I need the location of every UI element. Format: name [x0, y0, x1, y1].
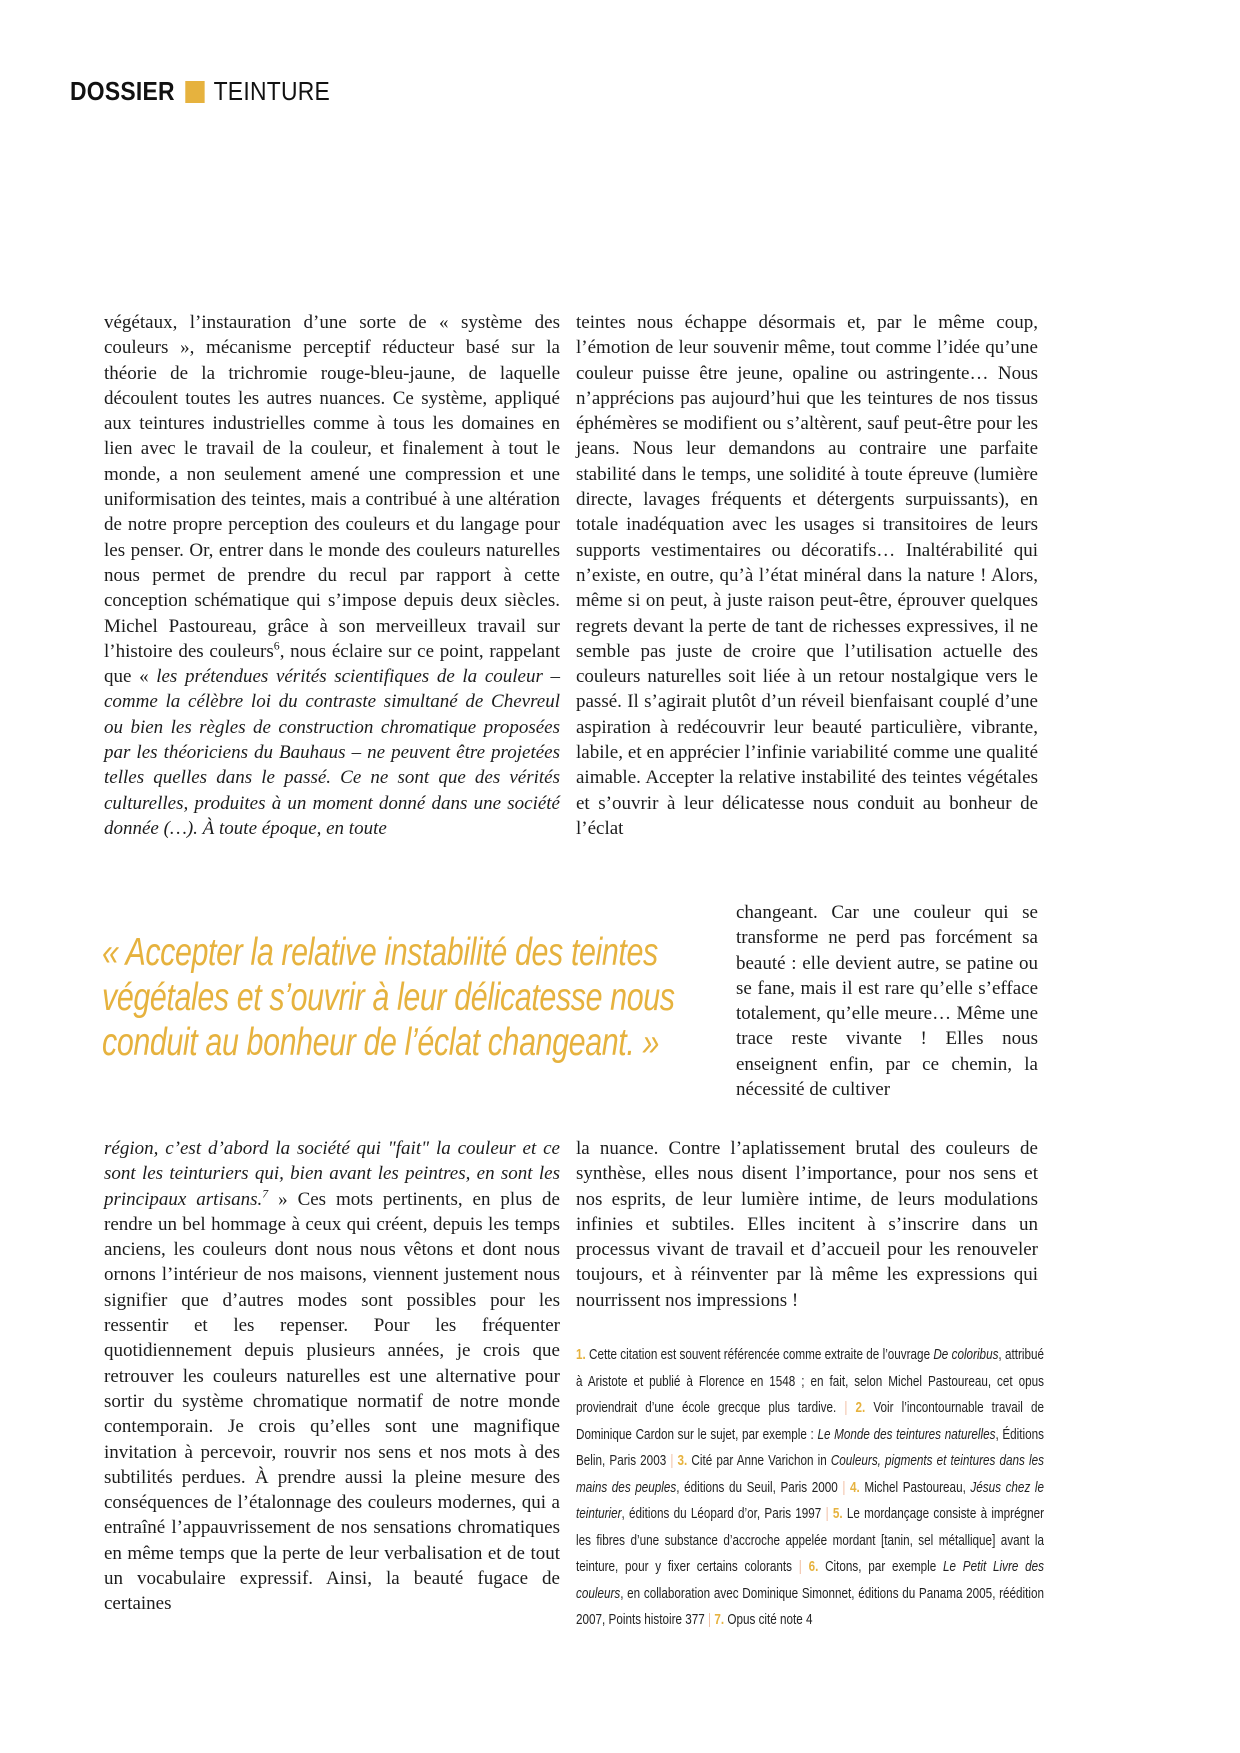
kicker-section-label: TEINTURE	[213, 76, 331, 106]
section-marker-square-icon	[185, 81, 204, 103]
body-text-right-upper: teintes nous échappe désormais et, par le même coup, l’émotion de leur souvenir même, tout comme l’idée qu’une couleur puisse être jeune, opaline ou astringente… Nous n’apprécions pas aujourd’hui que les teintures de nos tissus éphémères se modifient ou s’altèrent, sauf peut-être pour les jeans. Nous leur demandons au contraire une parfaite stabilité dans le temps, une solidité à toute épreuve (lumière directe, lavages fréquents et détergents surpuissants), en totale inadéquation avec les usages si transitoires de leurs supports vestimentaires ou décoratifs… Inaltérabilité qui n’existe, en outre, qu’à l’état minéral dans la nature ! Alors, même si on peut, à juste raison peut-être, éprouver quelques regrets devant la perte de tant de richesses expressives, il ne semble pas juste de croire que l’utilisation actuelle des couleurs naturelles soit liée à un retour nostalgique vers le passé. Il s’agirait plutôt d’un réveil bienfaisant couplé d’une aspiration à redécouvrir leur beauté particulière, vibrante, labile, et en apprécier l’infinie variabilité comme une qualité aimable. Accepter la relative instabilité des teintes végétales et s’ouvrir à leur délicatesse nous conduit au bonheur de l’éclat	[576, 312, 1038, 839]
pull-quote-line: conduit au bonheur de l’éclat changeant. »	[102, 1021, 659, 1064]
pull-quote-line: végétales et s’ouvrir à leur délicatesse nous	[102, 976, 675, 1019]
body-text-left-upper: végétaux, l’instauration d’une sorte de « système des couleurs », mécanisme perceptif réducteur basé sur la théorie de la trichromie rouge-bleu-jaune, de laquelle découlent toutes les autres nuances. Ce système, appliqué aux teintures industrielles comme à tous les domaines en lien avec le travail de la couleur, et finalement à tout le monde, a non seulement amené une compression et une uniformisation des teintes, mais a contribué à une altération de notre propre perception des couleurs et du langage pour les penser. Or, entrer dans le monde des couleurs naturelles nous permet de prendre du recul par rapport à cette conception schématique qui s’impose depuis deux siècles. Michel Pastoureau, grâce à son merveilleux travail sur l’histoire des couleurs$^6$, nous éclaire sur ce point, rappelant que « les prétendues vérités scientifiques de la couleur – comme la célèbre loi du contraste simultané de Chevreul ou bien les règles de construction chromatique proposées par les théoriciens du Bauhaus – ne peuvent être projetées telles quelles dans le passé. Ce ne sont que des vérités culturelles, produites à un moment donné dans une société donnée (…). À toute époque, en toute	[104, 312, 561, 839]
body-text-right-lower: la nuance. Contre l’aplatissement brutal des couleurs de synthèse, elles nous disent l’importance, pour nos sens et nos esprits, de leur lumière intime, de leurs modulations infinies et subtiles. Elles incitent à s’inscrire dans un processus vivant de travail et d’accueil pour les renouveler toujours, et à réinventer par là même les expressions qui nourrissent nos impressions !	[576, 1138, 1038, 1311]
footnotes: 1. Cette citation est souvent référencée comme extraite de l’ouvrage De coloribus, attribué à Aristote et publié à Florence en 1548 ; en fait, selon Michel Pastoureau, cet opus proviendrait d’une école grecque plus tardive. | 2. Voir l’incontournable travail de Dominique Cardon sur le sujet, par exemple : Le Monde des teintures naturelles, Éditions Belin, Paris 2003 | 3. Cité par Anne Varichon in Couleurs, pigments et teintures dans les mains des peuples, éditions du Seuil, Paris 2000 | 4. Michel Pastoureau, Jésus chez le teinturier, éditions du Léopard d’or, Paris 1997 | 5. Le mordançage consiste à imprégner les fibres d’une substance d’accroche appelée mordant [tanin, sel métallique] avant la teinture, pour y fixer certains colorants | 6. Citons, par exemple Le Petit Livre des couleurs, en collaboration avec Dominique Simonnet, éditions du Panama 2005, réédition 2007, Points histoire 377 | 7. Opus cité note 4	[576, 1346, 1044, 1628]
pull-quote-line: « Accepter la relative instabilité des teintes	[102, 931, 658, 974]
body-text-right-narrow: changeant. Car une couleur qui se transforme ne perd pas forcément sa beauté : elle devient autre, se patine ou se fane, mais il est rare qu’elle s’efface totalement, qu’elle meure… Même une trace reste vivante ! Elles nous enseignent enfin, par ce chemin, la nécessité de cultiver	[736, 902, 1038, 1101]
body-text-left-lower: région, c’est d’abord la société qui "fait" la couleur et ce sont les teinturiers qui, bien avant les peintres, en sont les principaux artisans.$^7$ » Ces mots pertinents, en plus de rendre un bel hommage à ceux qui créent, depuis les temps anciens, les couleurs dont nous nous vêtons et dont nous ornons l’intérieur de nos maisons, viennent justement nous signifier que d’autres modes sont possibles pour les ressentir et les repenser. Pour les fréquenter quotidiennement depuis plusieurs années, je crois que retrouver les couleurs naturelles est une alternative pour sortir du système chromatique normatif de notre monde contemporain. Je crois qu’elles sont une magnifique invitation à percevoir, rouvrir nos sens et nos mots à des subtilités perdues. À prendre aussi la pleine mesure des conséquences de l’étalonnage des couleurs modernes, qui a entraîné l’appauvrissement de nos sensations chromatiques en même temps que la perte de leur verbalisation et de tout un vocabulaire expressif. Ainsi, la beauté fugace de certaines	[104, 1138, 560, 1615]
kicker-dossier-label: DOSSIER	[70, 76, 175, 106]
kicker	[70, 76, 330, 107]
pull-quote	[102, 930, 742, 1065]
